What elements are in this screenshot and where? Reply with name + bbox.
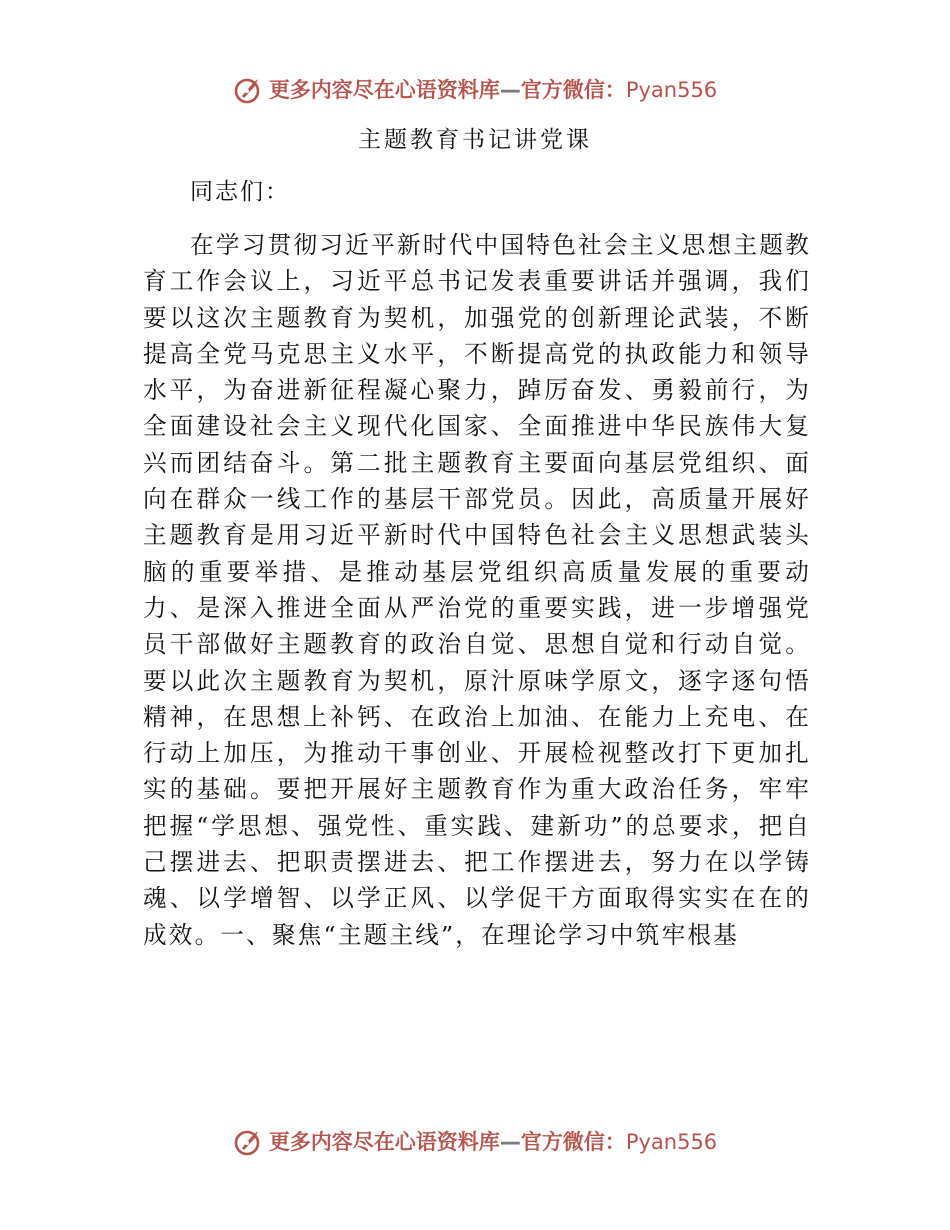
body-paragraph: 在学习贯彻习近平新时代中国特色社会主义思想主题教育工作会议上，习近平总书记发表重要讲话并强调，我们要以这次主题教育为契机，加强党的创新理论武装，不断提高全党马克思主义水平，不断提高党的执政能力和领导水平，为奋进新征程凝心聚力，踔厉奋发、勇毅前行，为全面建设社会主义现代化国家、全面推进中华民族伟大复兴而团结奋斗。第二批主题教育主要面向基层党组织、面向在群众一线工作的基层干部党员。因此，高质量开展好主题教育是用习近平新时代中国特色社会主义思想武装头脑的重要举措、是推动基层党组织高质量发展的重要动力、是深入推进全面从严治党的重要实践，进一步增强党员干部做好主题教育的政治自觉、思想自觉和行动自觉。要以此次主题教育为契机，原汁原味学原文，逐字逐句悟精神，在思想上补钙、在政治上加油、在能力上充电、在行动上加压，为推动干事创业、开展检视整改打下更加扎实的基础。要把开展好主题教育作为重大政治任务，牢牢把握“学思想、强党性、重实践、建新功”的总要求，把自己摆进去、把职责摆进去、把工作摆进去，努力在以学铸魂、以学增智、以学正风、以学促干方面取得实实在在的成效。一、聚焦“主题主线”，在理论学习中筑牢根基 xyxy=(143,231,811,949)
pen-nib-logo-icon xyxy=(233,1127,265,1157)
salutation: 同志们： xyxy=(190,179,290,205)
watermark-site-text: 更多内容尽在心语资料库 xyxy=(268,78,500,102)
watermark-wechat-id: Pyan556 xyxy=(625,1130,718,1154)
pen-nib-logo-icon xyxy=(233,75,265,105)
watermark-wechat-label: 官方微信： xyxy=(520,1130,626,1154)
watermark-wechat-label: 官方微信： xyxy=(520,78,626,102)
watermark-site-text: 更多内容尽在心语资料库 xyxy=(268,1130,500,1154)
document-title: 主题教育书记讲党课 xyxy=(358,127,592,153)
watermark-wechat-id: Pyan556 xyxy=(625,78,718,102)
footer-watermark xyxy=(0,1126,950,1157)
watermark-separator: — xyxy=(499,1130,521,1154)
header-watermark xyxy=(0,74,950,105)
watermark-separator: — xyxy=(499,78,521,102)
